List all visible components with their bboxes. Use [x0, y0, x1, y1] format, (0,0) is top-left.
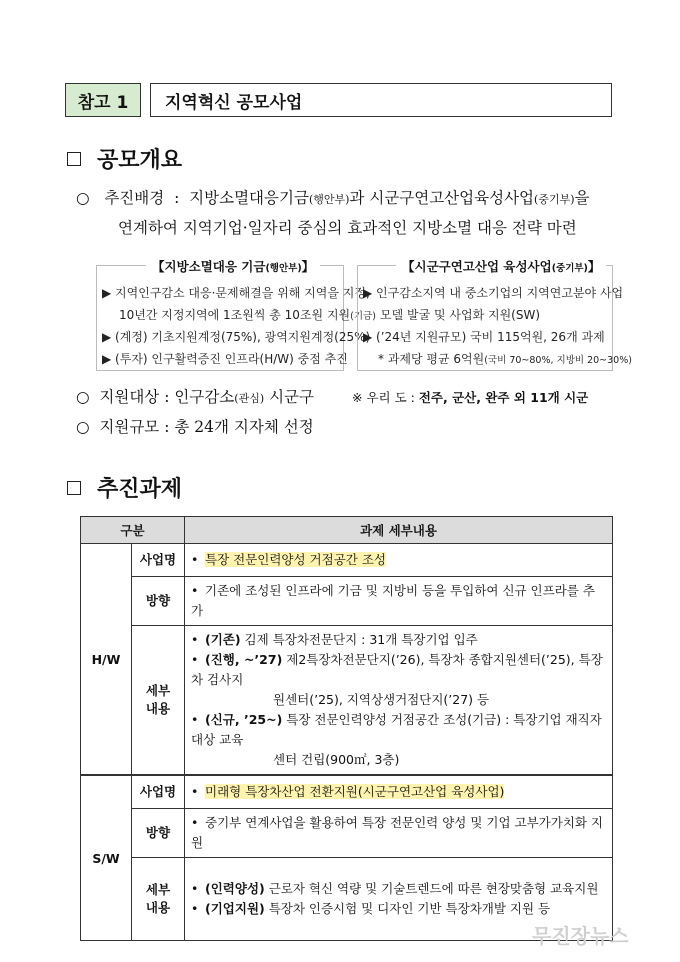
page-title	[150, 83, 612, 117]
background-label: 추진배경	[104, 189, 165, 207]
detail-label-1: 세부	[145, 882, 171, 897]
category-hw: H/W	[81, 544, 132, 776]
sw-d2-bold: (기업지원)	[205, 901, 265, 916]
table-row	[81, 775, 613, 809]
row-label: 방향	[132, 809, 185, 858]
category-sw: S/W	[81, 775, 132, 941]
table-row	[81, 577, 613, 626]
circle-bullet-icon: ○	[76, 388, 90, 406]
table-row	[81, 809, 613, 858]
hw-d1-bold: (기존)	[205, 632, 241, 647]
target-line: ○ 지원대상 : 인구감소(관심) 시군구	[76, 388, 314, 406]
scale-line: ○ 지원규모 : 총 24개 지자체 선정	[76, 418, 314, 436]
sw-d2: 특장차 인증시험 및 디자인 기반 특장차개발 지원 등	[264, 901, 551, 916]
table-header-detail: 과제 세부내용	[185, 517, 613, 544]
hw-d3-bold: (신규, ’25~)	[205, 712, 283, 727]
hw-detail-cell	[185, 626, 613, 776]
target-text-2: 시군구	[269, 388, 314, 406]
watermark-logo	[532, 920, 629, 949]
target-note-bold: 전주, 군산, 완주 외 11개 시군	[418, 390, 589, 405]
row-label	[132, 858, 185, 941]
left-box-line-4: ▶ (투자) 인구활력증진 인프라(H/W) 중점 추진	[102, 352, 348, 366]
detail-label-2: 내용	[145, 900, 171, 915]
list-item: • (인력양성) 근로자 혁신 역량 및 기술트렌드에 따른 현장맞춤형 교육지원	[191, 881, 599, 896]
target-small: (관심)	[234, 392, 265, 405]
table-header-row	[81, 517, 613, 544]
square-bullet-icon	[67, 481, 81, 495]
sw-direction-cell: • 중기부 연계사업을 활용하여 특장 전문인력 양성 및 기업 고부가가치화 지원	[185, 809, 613, 858]
target-note	[352, 388, 588, 406]
table-header-category: 구분	[81, 517, 185, 544]
scale-label: 지원규모	[99, 418, 160, 436]
sw-name: 미래형 특장차산업 전환지원(시군구연고산업 육성사업)	[205, 784, 505, 799]
right-box-title	[396, 257, 606, 275]
hw-name: 특장 전문인력양성 거점공간 조성	[205, 552, 386, 567]
left-box-line-2	[119, 306, 376, 323]
left-box-line-2-text: 10년간 지정지역에 1조원씩 총 10조원 지원	[119, 308, 351, 322]
background-text-b: 과 시군구연고산업육성사업	[349, 189, 535, 207]
circle-bullet-icon: ○	[76, 189, 90, 207]
left-box-line-1: ▶ 지역인구감소 대응·문제해결을 위해 지역을 지정,	[102, 286, 370, 300]
background-small-a: (행안부)	[308, 193, 350, 206]
sw-d1: 근로자 혁신 역량 및 기술트렌드에 따른 현장맞춤형 교육지원	[264, 881, 599, 896]
section-heading-text: 추진과제	[97, 477, 183, 502]
sw-direction: 중기부 연계사업을 활용하여 특장 전문인력 양성 및 기업 고부가가치화 지원	[191, 815, 604, 850]
detail-label-2: 내용	[145, 701, 171, 716]
right-box-line-4-text: * 과제당 평균 6억원	[378, 352, 485, 366]
right-box-line-1: ▶ 인구감소지역 내 중소기업의 지역연고분야 사업	[363, 286, 624, 300]
right-box-line-4-small: (국비 70~80%, 지방비 20~30%)	[484, 355, 632, 366]
right-box-title-text: 【시군구연고산업 육성사업	[402, 259, 552, 274]
hw-d3: 특장 전문인력양성 거점공간 조성(기금) : 특장기업 재직자 대상 교육	[191, 712, 602, 747]
list-item: • (기업지원) 특장차 인증시험 및 디자인 기반 특장차개발 지원 등	[191, 901, 551, 916]
detail-label-1: 세부	[145, 683, 171, 698]
list-item-continued: 원센터(’25), 지역상생거점단지(’27) 등	[273, 692, 490, 707]
sw-name-cell: • 미래형 특장차산업 전환지원(시군구연고산업 육성사업)	[185, 775, 613, 809]
row-label: 사업명	[132, 544, 185, 577]
left-box-line-3: ▶ (계정) 기초지원계정(75%), 광역지원계정(25%)	[102, 330, 371, 344]
background-line-1: ○ 추진배경 : 지방소멸대응기금(행안부)과 시군구연고산업육성사업(중기부)을	[76, 189, 590, 207]
row-label	[132, 626, 185, 776]
background-small-b: (중기부)	[534, 193, 575, 206]
background-text-c: 을	[574, 189, 590, 207]
circle-bullet-icon: ○	[76, 418, 90, 436]
list-item: • (기존) 김제 특장차전문단지 : 31개 특장기업 입주	[191, 632, 478, 647]
row-label: 방향	[132, 577, 185, 626]
hw-direction-cell: • 기존에 조성된 인프라에 기금 및 지방비 등을 투입하여 신규 인프라를 추가	[185, 577, 613, 626]
table-row	[81, 544, 613, 577]
left-box-title-small: (행안부)	[265, 263, 302, 274]
hw-d2: 제2특장차전문단지(’26), 특장차 종합지원센터(’25), 특장차 검사지	[191, 652, 603, 687]
target-text: 인구감소	[174, 388, 235, 406]
left-box-title-text: 【지방소멸대응 기금	[152, 259, 266, 274]
reference-badge: 참고 1	[65, 83, 141, 117]
left-box-title-end: 】	[301, 259, 315, 274]
sw-d1-bold: (인력양성)	[205, 881, 265, 896]
hw-name-cell: • 특장 전문인력양성 거점공간 조성	[185, 544, 613, 577]
right-box-line-4	[378, 350, 632, 367]
task-table	[80, 516, 613, 941]
section-heading-text: 공모개요	[97, 148, 183, 173]
watermark-text: 무진장뉴스	[532, 924, 629, 948]
right-box-line-2: 모델 발굴 및 사업화 지원(SW)	[380, 308, 541, 322]
section-heading-tasks	[67, 472, 182, 503]
list-item: • (진행, ~’27) 제2특장차전문단지(’26), 특장차 종합지원센터(’25), 특장차 검사지	[191, 652, 603, 687]
table-row	[81, 626, 613, 776]
list-item-continued: 센터 건립(900㎡, 3층)	[273, 752, 400, 767]
section-heading-overview	[67, 143, 182, 174]
square-bullet-icon	[67, 152, 81, 166]
background-text-a: 지방소멸대응기금	[189, 189, 309, 207]
hw-d1: 김제 특장차전문단지 : 31개 특장기업 입주	[240, 632, 478, 647]
target-note-prefix: ※ 우리 도 :	[352, 390, 415, 405]
right-box-line-3: ▶ (’24년 지원규모) 국비 115억원, 26개 과제	[363, 330, 605, 344]
target-label: 지원대상	[99, 388, 160, 406]
left-box-title	[146, 257, 320, 275]
hw-direction: 기존에 조성된 인프라에 기금 및 지방비 등을 투입하여 신규 인프라를 추가	[191, 583, 595, 618]
left-box-line-2-small: (기금)	[350, 311, 376, 322]
page-title-text: 지역혁신 공모사업	[165, 92, 303, 113]
row-label: 사업명	[132, 775, 185, 809]
hw-d2-bold: (진행, ~’27)	[205, 652, 283, 667]
right-box-title-small: (중기부)	[551, 263, 588, 274]
scale-text: 총 24개 지자체 선정	[174, 418, 314, 436]
background-line-2: 연계하여 지역기업·일자리 중심의 효과적인 지방소멸 대응 전략 마련	[118, 219, 577, 237]
right-box-title-end: 】	[587, 259, 601, 274]
list-item: • (신규, ’25~) 특장 전문인력양성 거점공간 조성(기금) : 특장기업 재직자 대상 교육	[191, 712, 602, 747]
